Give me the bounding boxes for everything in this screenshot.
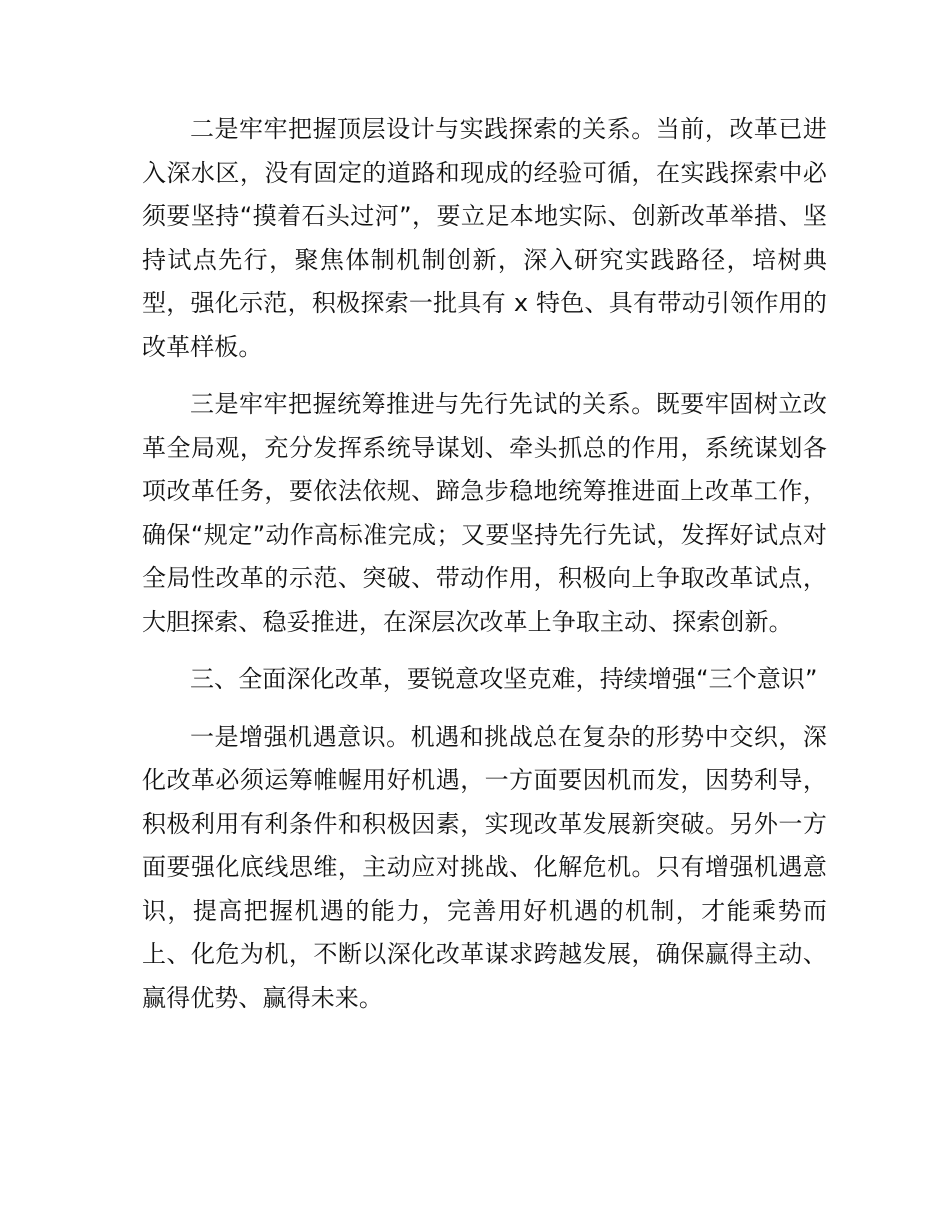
- paragraph-top-level-design: 二是牢牢把握顶层设计与实践探索的关系。当前，改革已进入深水区，没有固定的道路和现成的经验可循，在实践探索中必须要坚持“摸着石头过河”，要立足本地实际、创新改革举措、坚持试点先行，聚焦体制机制创新，深入研究实践路径，培树典型，强化示范，积极探索一批具有 x 特色、具有带动引领作用的改革样板。: [142, 115, 827, 361]
- paragraph-overall-planning: 三是牢牢把握统筹推进与先行先试的关系。既要牢固树立改革全局观，充分发挥系统导谋划、牵头抓总的作用，系统谋划各项改革任务，要依法依规、蹄急步稳地统筹推进面上改革工作，确保“规定”动作高标准完成；又要坚持先行先试，发挥好试点对全局性改革的示范、突破、带动作用，积极向上争取改革试点，大胆探索、稳妥推进，在深层次改革上争取主动、探索创新。: [142, 390, 827, 636]
- paragraph-opportunity-awareness: 一是增强机遇意识。机遇和挑战总在复杂的形势中交织，深化改革必须运筹帷幄用好机遇，一方面要因机而发，因势利导，积极利用有利条件和积极因素，实现改革发展新突破。另外一方面要强化底线思维，主动应对挑战、化解危机。只有增强机遇意识，提高把握机遇的能力，完善用好机遇的机制，才能乘势而上、化危为机，不断以深化改革谋求跨越发展，确保赢得主动、赢得优势、赢得未来。: [142, 722, 827, 1012]
- section-heading-three-awareness: 三、全面深化改革，要锐意攻坚克难，持续增强“三个意识”: [190, 665, 818, 693]
- document-body: [142, 108, 827, 1034]
